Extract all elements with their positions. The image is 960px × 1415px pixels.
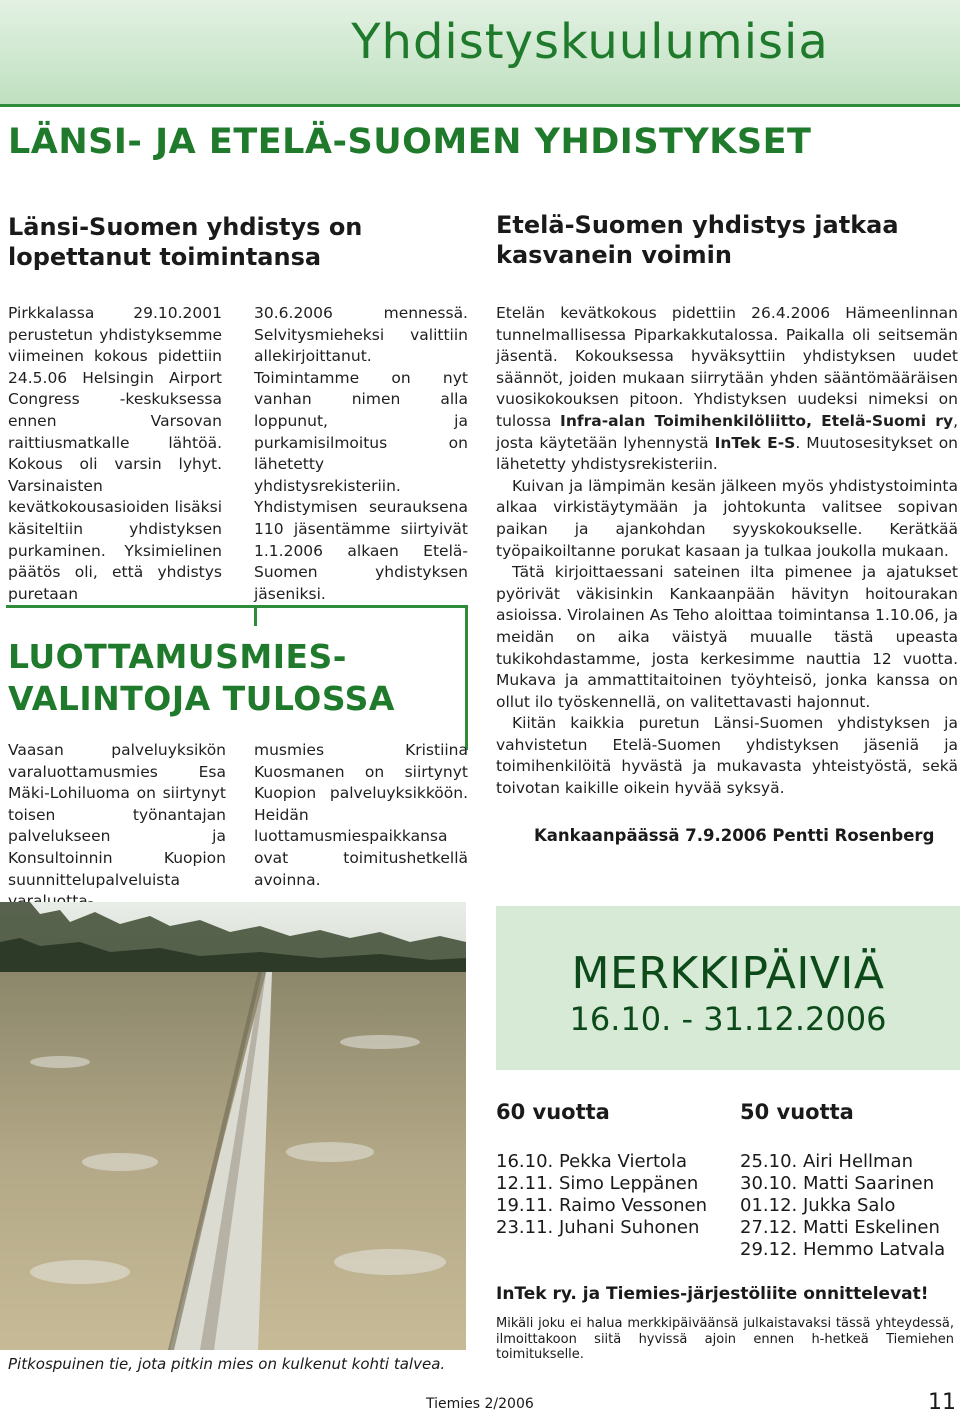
frame-line-right bbox=[465, 605, 468, 750]
frame-line-top bbox=[254, 605, 468, 608]
luottamus-text-col2: musmies Kristiina Kuosmanen on siirtynyt Kuopion palveluyksikköön. Heidän luottamusmiespaikkansa ovat toimitushetkellä avoinna. bbox=[254, 741, 468, 889]
page-title: Yhdistyskuulumisia bbox=[351, 14, 829, 70]
frame-line-left bbox=[6, 605, 257, 626]
luottamus-heading bbox=[8, 636, 395, 720]
page-number: 11 bbox=[928, 1390, 956, 1415]
list-item: 25.10. Airi Hellman bbox=[740, 1151, 913, 1172]
photo-caption: Pitkospuinen tie, jota pitkin mies on kulkenut kohti talvea. bbox=[8, 1355, 446, 1373]
etela-p1-text-a: Etelän kevätkokous pidettiin 26.4.2006 Hämeenlinnan tunnelmallisessa Piparkakkutalossa. Paikalla oli seitsemän jäsentä. Kokouksessa hyväksyttiin yhdistyksen uudet säännöt, joiden mukaan siirrytään yhden sääntömääräisen vuosikokouksen pitoon. Yhdistyksen uudeksi nimeksi on tulossa bbox=[496, 304, 958, 430]
list-item: 16.10. Pekka Viertola bbox=[496, 1151, 688, 1172]
lansi-heading-line2: lopettanut toimintansa bbox=[8, 243, 322, 271]
etela-body bbox=[496, 303, 958, 800]
age-50-list bbox=[740, 1151, 945, 1261]
etela-new-name: Infra-alan Toimihenkilöliitto, Etelä-Suomi ry bbox=[560, 411, 954, 430]
age-50-heading: 50 vuotta bbox=[740, 1100, 854, 1124]
luottamus-heading-line2: VALINTOJA TULOSSA bbox=[8, 679, 395, 718]
list-item: 23.11. Juhani Suhonen bbox=[496, 1217, 700, 1238]
boardwalk-photo bbox=[0, 902, 466, 1350]
etela-paragraph-1 bbox=[496, 303, 958, 476]
etela-heading-line1: Etelä-Suomen yhdistys jatkaa bbox=[496, 211, 899, 239]
lansi-heading-line1: Länsi-Suomen yhdistys on bbox=[8, 213, 363, 241]
list-item: 29.12. Hemmo Latvala bbox=[740, 1239, 946, 1260]
lansi-heading bbox=[8, 212, 362, 272]
section-heading: LÄNSI- JA ETELÄ-SUOMEN YHDISTYKSET bbox=[8, 122, 812, 162]
etela-p1-text-b: , josta käytetään lyhennystä bbox=[496, 411, 958, 452]
etela-p1-text-c: . Muutosesitykset on lähetetty yhdistysrekisteriin. bbox=[496, 433, 958, 474]
luottamus-text-col1: Vaasan palveluyksikön varaluottamusmies Esa Mäki-Lohiluoma on siirtynyt toisen työnantajan palvelukseen ja Konsultoinnin Kuopion suunnittelupalveluista bbox=[8, 741, 226, 889]
list-item: 27.12. Matti Eskelinen bbox=[740, 1217, 940, 1238]
lansi-text-col1: Pirkkalassa 29.10.2001 perustetun yhdistyksemme viimeinen kokous pidettiin 24.5.06 Helsingin Airport Congress -keskuksessa ennen Varsovan raittiusmatkalle lähtöä. Kokous oli varsin lyhyt. Varsinaisten kevätkokousasioiden lisäksi käsiteltiin yhdistyksen purkaminen. Yksimielinen päätös oli, että yhdistys puretaan bbox=[8, 304, 222, 603]
publication-notice: Mikäli joku ei halua merkkipäiväänsä julkaistavaksi tässä yhteydessä, ilmoittakoon siitä hyvissä ajoin ennen h-hetkeä Tiemiehen toimitukselle. bbox=[496, 1316, 954, 1362]
etela-paragraph-4: Kiitän kaikkia puretun Länsi-Suomen yhdistyksen ja vahvistetun Etelä-Suomen yhdistyksen jäseniä ja toimihenkilöitä hyvästä ja mukavasta yhteistyöstä, sekä toivotan kaikille oikein hyvää syksyä. bbox=[496, 714, 958, 798]
list-item: 30.10. Matti Saarinen bbox=[740, 1173, 935, 1194]
merkkipaivia-title: MERKKIPÄIVIÄ bbox=[571, 948, 885, 999]
publication-name: Tiemies 2/2006 bbox=[426, 1396, 534, 1412]
age-60-list bbox=[496, 1151, 707, 1239]
etela-abbreviation: InTek E-S bbox=[714, 433, 796, 452]
signature: Kankaanpäässä 7.9.2006 Pentti Rosenberg bbox=[534, 826, 935, 845]
list-item: 01.12. Jukka Salo bbox=[740, 1195, 896, 1216]
etela-paragraph-3: Tätä kirjoittaessani sateinen ilta pimenee ja ajatukset pyörivät väkisinkin Kankaanpään hävityn hoitourakan asioissa. Virolainen As Teho aloittaa toimintansa 1.10.06, ja meidän on aika väistyä muualle tästä upeasta tukikohdastamme, josta kerkesimme nauttia 12 vuotta. Mukava ja ammattitaitoinen työyhteisö, jonka kanssa on ollut ilo työskennellä, on valitettavasti hajonnut. bbox=[496, 563, 958, 711]
etela-heading bbox=[496, 210, 899, 270]
boardwalk-photo-illustration bbox=[0, 902, 466, 1350]
list-item: 12.11. Simo Leppänen bbox=[496, 1173, 699, 1194]
age-60-heading: 60 vuotta bbox=[496, 1100, 610, 1124]
luottamus-heading-line1: LUOTTAMUSMIES- bbox=[8, 637, 347, 676]
etela-paragraph-2: Kuivan ja lämpimän kesän jälkeen myös yhdistystoiminta alkaa virkistäytymään ja johtokunta valitsee sopivan paikan ja ajankohdan syyskokoukselle. Kerätkää työpaikoiltanne porukat kasaan ja tulkaa joukolla mukaan. bbox=[496, 476, 958, 560]
etela-heading-line2: kasvanein voimin bbox=[496, 241, 732, 269]
congratulations: InTek ry. ja Tiemies-järjestöliite onnittelevat! bbox=[496, 1284, 929, 1304]
list-item: 19.11. Raimo Vessonen bbox=[496, 1195, 708, 1216]
lansi-text-col2: 30.6.2006 mennessä. Selvitysmieheksi valittiin allekirjoittanut. Toimintamme on nyt vanhan nimen alla loppunut, ja purkamisilmoitus on lähetetty yhdistysrekisteriin. Yhdistymisen seurauksena 110 jäsentämme siirtyivät 1.1.2006 alkaen Etelä-Suomen yhdistyksen jäseniksi. bbox=[254, 304, 468, 603]
merkkipaivia-dates: 16.10. - 31.12.2006 bbox=[569, 1000, 887, 1038]
